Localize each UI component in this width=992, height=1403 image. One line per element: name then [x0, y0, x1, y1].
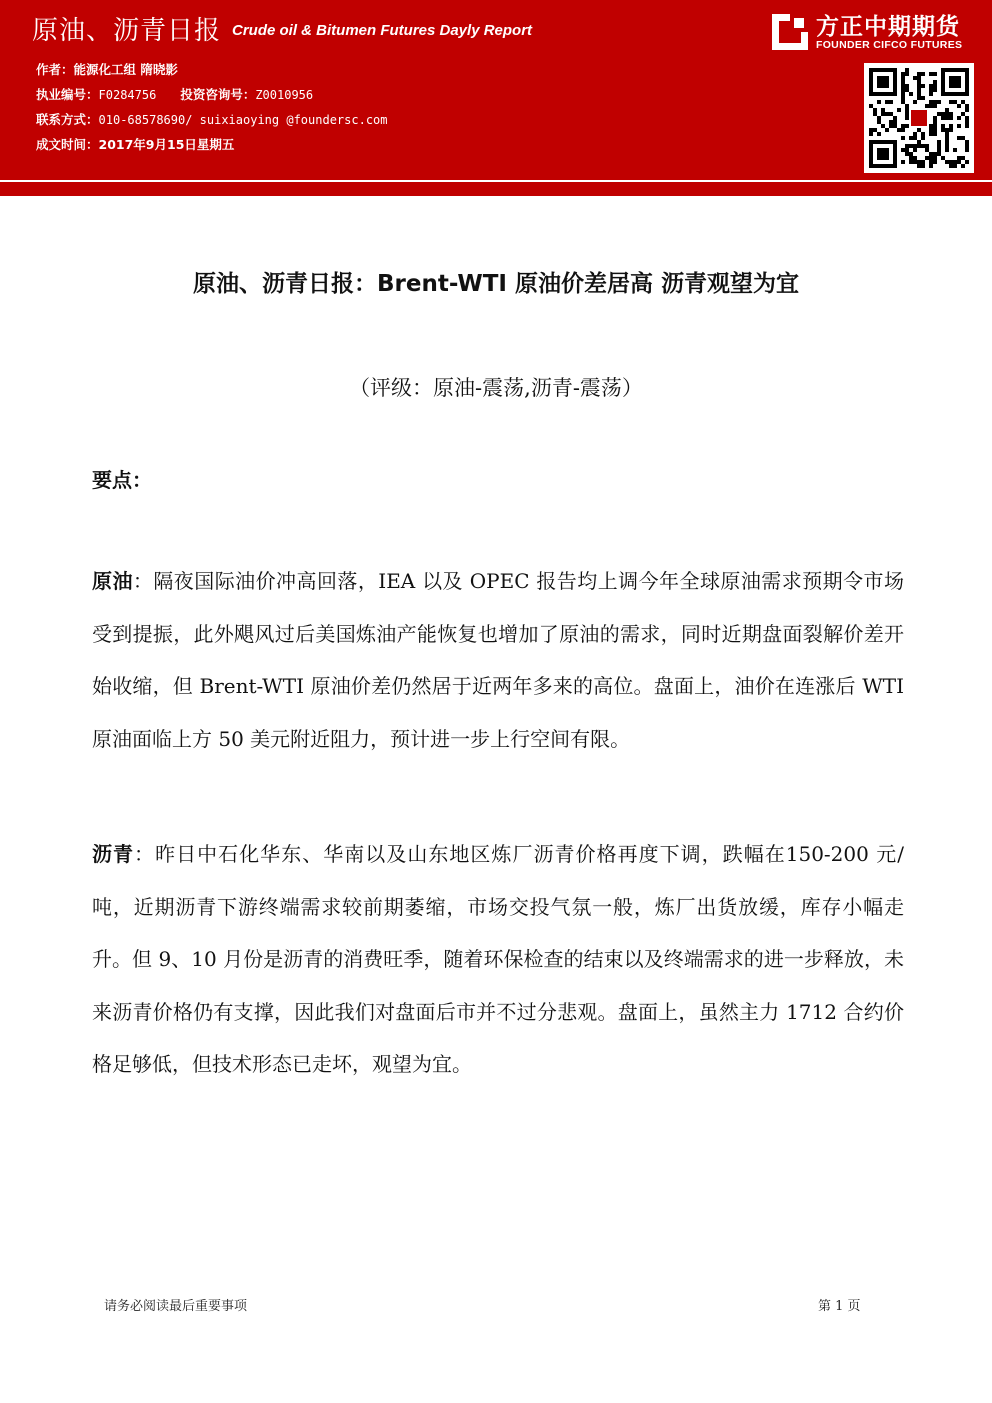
advisory-value: Z0010956 — [255, 88, 314, 102]
bitumen-paragraph — [92, 828, 904, 1091]
footer-notice: 请务必阅读最后重要事项 — [104, 1299, 248, 1314]
crude-paragraph — [92, 555, 904, 765]
header-banner — [0, 0, 992, 180]
report-subtitle: Crude oil & Bitumen Futures Dayly Report — [232, 22, 533, 39]
keypoints-heading: 要点： — [92, 468, 152, 492]
license-value: F0284756 — [98, 88, 157, 102]
license-line — [36, 85, 313, 103]
author-label: 作者： — [36, 62, 74, 77]
advisory-label: 投资咨询号： — [180, 87, 256, 102]
document-title: 原油、沥青日报：Brent-WTI 原油价差居高 沥青观望为宜 — [193, 271, 799, 297]
contact-value: 010-68578690/ suixiaoying @foundersc.com — [98, 113, 388, 127]
bitumen-lead: 沥青 — [92, 842, 135, 866]
date-label: 成文时间： — [36, 137, 99, 152]
contact-line — [36, 110, 388, 128]
author-line — [36, 60, 178, 78]
license-label: 执业编号： — [36, 87, 99, 102]
report-title: 原油、沥青日报 — [32, 16, 222, 46]
crude-text: ：隔夜国际油价冲高回落，IEA 以及 OPEC 报告均上调今年全球原油需求预期令市场受到提振，此外飓风过后美国炼油产能恢复也增加了原油的需求，同时近期盘面裂解价差开始收缩，但 Brent-WTI 原油价差仍然居于近两年多来的高位。盘面上，油价在连涨后 WTI 原油面临上方 50 美元附近阻力，预计进一步上行空间有限。 — [92, 569, 904, 751]
author-value: 能源化工组 隋晓影 — [73, 62, 178, 77]
banner-bottom-strip — [0, 182, 992, 196]
logo-mark-icon — [770, 12, 810, 52]
page-number: 第 1 页 — [818, 1299, 861, 1314]
qr-code-icon — [864, 63, 974, 173]
brand-name-en: FOUNDER CIFCO FUTURES — [816, 39, 963, 51]
date-value: 2017年9月15日星期五 — [98, 137, 235, 152]
contact-label: 联系方式： — [36, 112, 99, 127]
brand-name-cn: 方正中期期货 — [816, 14, 960, 40]
bitumen-text: ：昨日中石化华东、华南以及山东地区炼厂沥青价格再度下调，跌幅在150-200 元/吨，近期沥青下游终端需求较前期萎缩，市场交投气氛一般，炼厂出货放缓，库存小幅走升。但 9、10 月份是沥青的消费旺季，随着环保检查的结束以及终端需求的进一步释放，未来沥青价格仍有支撑，因此我们对盘面后市并不过分悲观。盘面上，虽然主力 1712 合约价格足够低，但技术形态已走坏，观望为宜。 — [92, 842, 904, 1076]
qr-code-graphic — [864, 63, 974, 173]
crude-lead: 原油 — [92, 569, 133, 593]
rating-line: （评级：原油-震荡,沥青-震荡） — [349, 376, 643, 400]
date-line — [36, 135, 234, 153]
company-logo — [770, 8, 985, 56]
